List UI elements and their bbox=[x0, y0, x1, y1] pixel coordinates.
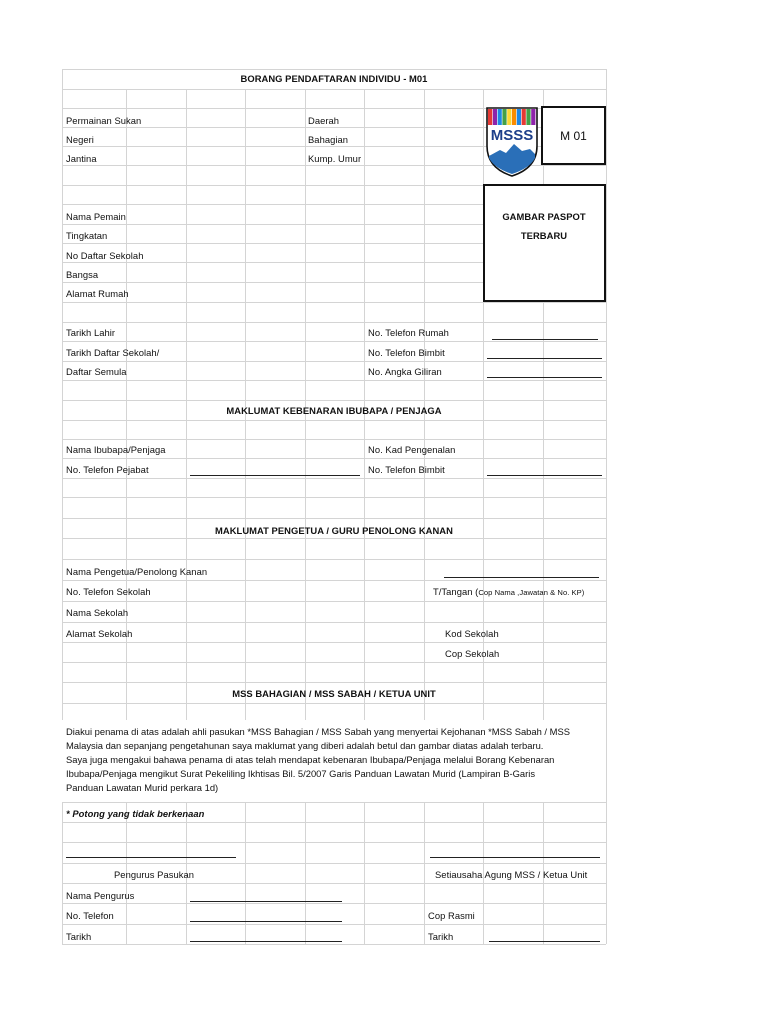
grid-row-line bbox=[62, 863, 606, 864]
grid-row-line bbox=[62, 944, 606, 945]
grid-row-line bbox=[62, 662, 606, 663]
label-nama-ibubapa: Nama Ibubapa/Penjaga bbox=[66, 444, 166, 455]
logo-stripe bbox=[512, 109, 516, 125]
label-pengurus-pasukan: Pengurus Pasukan bbox=[114, 869, 195, 880]
no-telefon-line[interactable] bbox=[190, 921, 342, 922]
grid-row-line bbox=[62, 642, 606, 643]
footnote: * Potong yang tidak berkenaan bbox=[66, 808, 205, 819]
grid-row-line bbox=[62, 883, 606, 884]
label-daerah: Daerah bbox=[308, 115, 340, 126]
declaration-line: Panduan Lawatan Murid perkara 1d) bbox=[66, 782, 219, 793]
grid-row-line bbox=[62, 518, 606, 519]
grid-row-line bbox=[62, 703, 606, 704]
label-daftar-semula: Daftar Semula bbox=[66, 366, 127, 377]
label-tel-pejabat: No. Telefon Pejabat bbox=[66, 464, 149, 475]
label-tarikh-daftar: Tarikh Daftar Sekolah/ bbox=[66, 347, 160, 358]
label-negeri: Negeri bbox=[66, 134, 94, 145]
pengetua-signature-line[interactable] bbox=[444, 577, 599, 578]
label-parent-tel-bimbit: No. Telefon Bimbit bbox=[368, 464, 445, 475]
declaration-line: Ibubapa/Penjaga mengikut Surat Pekeliling Ikhtisas Bil. 5/2007 Garis Panduan Lawatan Murid (Lampiran B-Garis bbox=[66, 768, 536, 779]
parent-section-heading: MAKLUMAT KEBENARAN IBUBAPA / PENJAGA bbox=[226, 405, 442, 416]
label-tarikh-right: Tarikh bbox=[428, 931, 454, 942]
grid-row-line bbox=[62, 322, 606, 323]
grid-row-line bbox=[62, 478, 606, 479]
msss-logo bbox=[484, 106, 540, 178]
logo-stripe bbox=[531, 109, 535, 125]
label-tel-rumah: No. Telefon Rumah bbox=[368, 327, 449, 338]
label-no-daftar: No Daftar Sekolah bbox=[66, 250, 144, 261]
label-kad-pengenalan: No. Kad Pengenalan bbox=[368, 444, 456, 455]
label-tandatangan bbox=[433, 586, 584, 599]
declaration-text bbox=[66, 725, 606, 795]
grid-row-line bbox=[62, 497, 606, 498]
tandatangan-text: T/Tangan ( bbox=[433, 586, 479, 597]
grid-row-line bbox=[62, 842, 606, 843]
passport-photo-box[interactable] bbox=[483, 184, 606, 302]
grid-row-line bbox=[62, 580, 606, 581]
declaration-line: Saya juga mengakui bahawa penama di atas telah mendapat kebenaran Ibubapa/Penjaga melalui Borang Kebenaran bbox=[66, 754, 555, 765]
label-tel-bimbit: No. Telefon Bimbit bbox=[368, 347, 445, 358]
label-no-telefon: No. Telefon bbox=[66, 910, 114, 921]
tarikh-left-line[interactable] bbox=[190, 941, 342, 942]
grid-row-line bbox=[62, 903, 606, 904]
grid-col-line bbox=[606, 69, 607, 944]
logo-stripe bbox=[522, 109, 526, 125]
grid-row-line bbox=[62, 361, 606, 362]
grid-row-line bbox=[62, 439, 606, 440]
grid-row-line bbox=[62, 302, 606, 303]
label-tel-sekolah: No. Telefon Sekolah bbox=[66, 586, 151, 597]
label-setiausaha: Setiausaha Agung MSS / Ketua Unit bbox=[435, 869, 588, 880]
grid-row-line bbox=[62, 400, 606, 401]
grid-row-line bbox=[62, 802, 606, 803]
tel-bimbit-line[interactable] bbox=[487, 358, 602, 359]
grid-row-line bbox=[62, 538, 606, 539]
label-bangsa: Bangsa bbox=[66, 269, 99, 280]
grid-row-line bbox=[62, 682, 606, 683]
grid-row-line bbox=[62, 69, 606, 70]
tel-rumah-line[interactable] bbox=[492, 339, 598, 340]
angka-giliran-line[interactable] bbox=[487, 377, 602, 378]
declaration-line: Malaysia dan sepanjang pengetahunan saya maklumat yang diberi adalah betul dan gambar diatas adalah terbaru. bbox=[66, 740, 544, 751]
logo-stripe bbox=[493, 109, 497, 125]
grid-col-line bbox=[364, 802, 365, 944]
logo-text: MSSS bbox=[490, 127, 534, 144]
pengurus-signature-line[interactable] bbox=[66, 857, 236, 858]
label-jantina: Jantina bbox=[66, 153, 97, 164]
logo-stripe bbox=[498, 109, 502, 125]
grid-col-line bbox=[62, 69, 63, 944]
form-code-box bbox=[541, 106, 606, 165]
label-tingkatan: Tingkatan bbox=[66, 230, 108, 241]
label-bahagian: Bahagian bbox=[308, 134, 349, 145]
label-tarikh-left: Tarikh bbox=[66, 931, 92, 942]
label-nama-pemain: Nama Pemain bbox=[66, 211, 126, 222]
grid-row-line bbox=[62, 601, 606, 602]
tandatangan-note: Cop Nama ,Jawatan & No. KP) bbox=[478, 588, 585, 597]
setiausaha-signature-line[interactable] bbox=[430, 857, 600, 858]
grid-row-line bbox=[62, 380, 606, 381]
photo-box-line2: TERBARU bbox=[520, 230, 568, 241]
grid-row-line bbox=[62, 622, 606, 623]
grid-col-line bbox=[424, 802, 425, 944]
label-cop-sekolah: Cop Sekolah bbox=[445, 648, 500, 659]
form-title: BORANG PENDAFTARAN INDIVIDU - M01 bbox=[240, 73, 428, 84]
label-tarikh-lahir: Tarikh Lahir bbox=[66, 327, 116, 338]
mss-section-heading: MSS BAHAGIAN / MSS SABAH / KETUA UNIT bbox=[232, 688, 436, 699]
tel-pejabat-line[interactable] bbox=[190, 475, 360, 476]
grid-row-line bbox=[62, 341, 606, 342]
grid-row-line bbox=[62, 822, 606, 823]
logo-stripe bbox=[507, 109, 511, 125]
grid-col-line bbox=[245, 802, 246, 944]
grid-row-line bbox=[62, 559, 606, 560]
grid-row-line bbox=[62, 89, 606, 90]
logo-stripe bbox=[517, 109, 521, 125]
declaration-line: Diakui penama di atas adalah ahli pasukan *MSS Bahagian / MSS Sabah yang menyertai Kejohanan *MSS Sabah / MSS bbox=[66, 726, 570, 737]
parent-tel-bimbit-line[interactable] bbox=[487, 475, 602, 476]
logo-stripe bbox=[526, 109, 530, 125]
label-alamat-sekolah: Alamat Sekolah bbox=[66, 628, 133, 639]
label-kump-umur: Kump. Umur bbox=[308, 153, 362, 164]
label-nama-pengetua: Nama Pengetua/Penolong Kanan bbox=[66, 566, 208, 577]
photo-box-line1: GAMBAR PASPOT bbox=[502, 211, 586, 222]
label-nama-sekolah: Nama Sekolah bbox=[66, 607, 129, 618]
label-kod-sekolah: Kod Sekolah bbox=[445, 628, 499, 639]
principal-section-heading: MAKLUMAT PENGETUA / GURU PENOLONG KANAN bbox=[215, 525, 453, 536]
logo-stripe bbox=[502, 109, 506, 125]
nama-pengurus-line[interactable] bbox=[190, 901, 342, 902]
grid-col-line bbox=[305, 802, 306, 944]
grid-row-line bbox=[62, 420, 606, 421]
label-nama-pengurus: Nama Pengurus bbox=[66, 890, 135, 901]
logo-stripe bbox=[488, 109, 492, 125]
grid-row-line bbox=[62, 458, 606, 459]
label-cop-rasmi: Cop Rasmi bbox=[428, 910, 475, 921]
label-angka-giliran: No. Angka Giliran bbox=[368, 366, 442, 377]
tarikh-right-line[interactable] bbox=[489, 941, 600, 942]
label-alamat-rumah: Alamat Rumah bbox=[66, 288, 129, 299]
label-permainan-sukan: Permainan Sukan bbox=[66, 115, 142, 126]
grid-row-line bbox=[62, 924, 606, 925]
form-code: M 01 bbox=[560, 129, 587, 143]
